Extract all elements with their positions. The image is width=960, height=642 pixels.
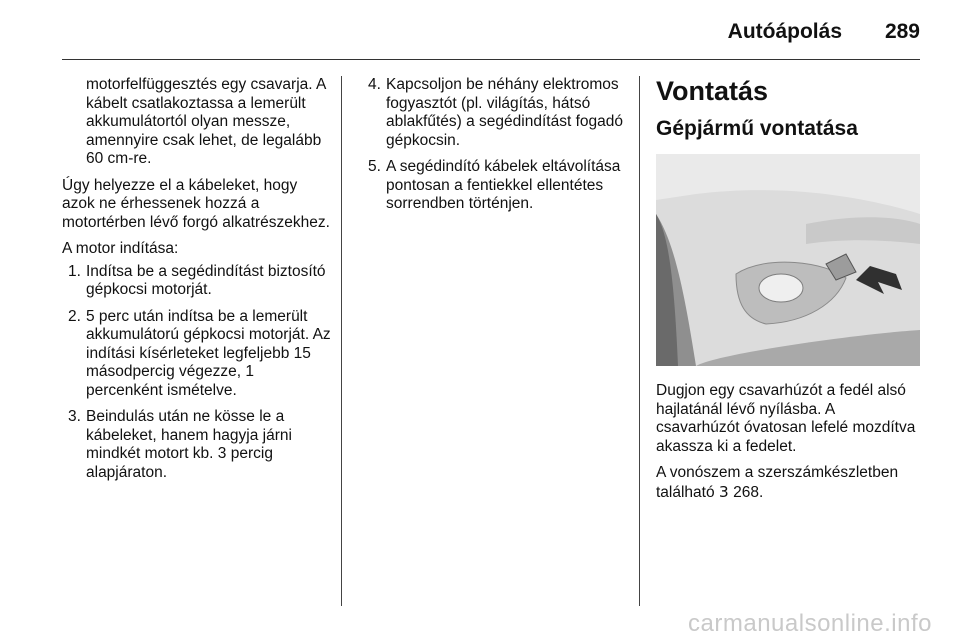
page-header bbox=[62, 14, 920, 58]
reference-page-number: 268. bbox=[733, 483, 764, 501]
subsection-heading: Gépjármű vontatása bbox=[656, 117, 858, 140]
watermark: carmanualsonline.info bbox=[688, 610, 932, 637]
towing-cover-illustration bbox=[656, 154, 920, 366]
column-divider-2 bbox=[639, 76, 640, 606]
continued-steps-list bbox=[362, 76, 630, 214]
column-3 bbox=[656, 76, 922, 510]
step-number: 1. bbox=[68, 262, 81, 280]
step-number: 3. bbox=[68, 408, 81, 425]
continued-paragraph: motorfelfüggesztés egy csavarja. A kábelt csatlakoztassa a lemerült akkumulátortól olyan messze, amennyire csak lehet, de legalább 60 cm-re. bbox=[86, 76, 326, 167]
car-front-illustration bbox=[656, 154, 920, 366]
cable-placement-paragraph: Úgy helyezze el a kábeleket, hogy azok ne érhessenek hozzá a motortérben lévő forgó alkatrészekhez. bbox=[62, 176, 330, 231]
column-1 bbox=[62, 76, 334, 490]
list-item bbox=[62, 408, 334, 482]
column-divider-1 bbox=[341, 76, 342, 606]
step-text: Indítsa be a segédindítást biztosító gépkocsi motorját. bbox=[86, 262, 326, 298]
towing-eye-paragraph bbox=[656, 464, 922, 502]
engine-start-intro: A motor indítása: bbox=[62, 240, 179, 257]
header-divider bbox=[62, 59, 920, 60]
list-item bbox=[362, 158, 630, 214]
step-text: A segédindító kábelek eltávolítása pontosan a fentiekkel ellentétes sorrendben történjen. bbox=[386, 158, 621, 212]
start-steps-list bbox=[62, 263, 334, 483]
step-number: 5. bbox=[368, 158, 381, 175]
page-reference-arrow-icon: 3 bbox=[718, 482, 729, 501]
section-title: Autóápolás bbox=[727, 20, 842, 43]
page-number: 289 bbox=[884, 20, 920, 43]
step-number: 2. bbox=[68, 307, 81, 325]
section-heading: Vontatás bbox=[656, 76, 769, 106]
step-text: Beindulás után ne kösse le a kábeleket, hanem hagyja járni mindkét motort kb. 3 percig alapjáraton. bbox=[86, 408, 292, 481]
step-text: Kapcsoljon be néhány elektromos fogyasztót (pl. világítás, hátsó ablakfűtés) a segédindítást fogadó gépkocsin. bbox=[386, 76, 623, 149]
step-text: 5 perc után indítsa be a lemerült akkumulátorú gépkocsi motorját. Az indítási kísérleteket legfeljebb 15 másodpercig végezze, 1 percenként ismételve. bbox=[86, 307, 331, 399]
towing-eye-text: A vonószem a szerszámkészletben található bbox=[656, 464, 899, 501]
list-item bbox=[62, 308, 334, 401]
step-number: 4. bbox=[368, 76, 381, 93]
towing-instruction-paragraph: Dugjon egy csavarhúzót a fedél alsó hajlatánál lévő nyílásba. A csavarhúzót óvatosan lefelé mozdítva akassza ki a fedelet. bbox=[656, 382, 916, 455]
list-item bbox=[362, 76, 630, 150]
column-2 bbox=[362, 76, 630, 222]
list-item bbox=[62, 263, 334, 300]
